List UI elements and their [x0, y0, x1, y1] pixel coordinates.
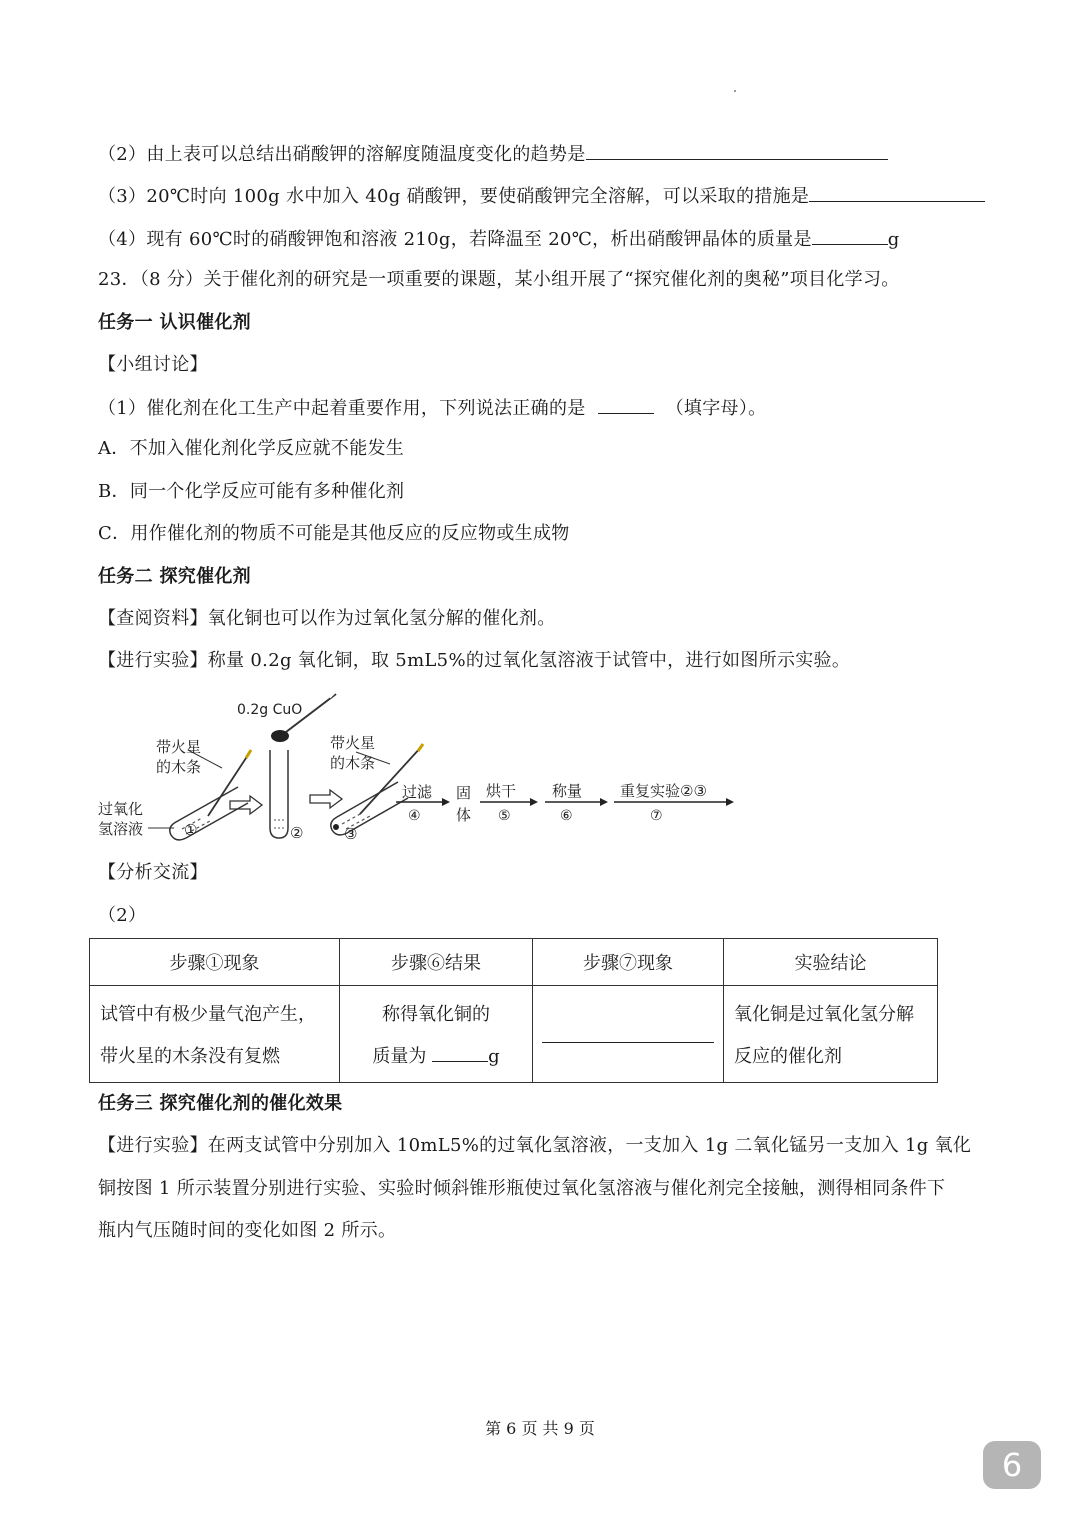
table-row [90, 986, 938, 1083]
tube-2-number: ② [290, 824, 304, 842]
cell-step6-result [340, 986, 533, 1083]
cuo-label: 0.2g CuO [237, 702, 303, 718]
option-c: C．用作催化剂的物质不可能是其他反应的反应物或生成物 [98, 523, 570, 544]
solution-label-l1: 过氧化 [98, 800, 144, 818]
tube-1-number: ① [184, 821, 198, 839]
solid-label-l1: 固 [456, 784, 472, 802]
repeat-number: ⑦ [650, 808, 663, 824]
group-discussion-label: 【小组讨论】 [98, 354, 208, 375]
splint-2-label-l2: 的木条 [330, 754, 376, 772]
header-conclusion: 实验结论 [724, 939, 938, 986]
tube-3-number: ③ [344, 825, 358, 843]
task1-heading: 任务一 认识催化剂 [98, 312, 251, 333]
q23-part1-blank[interactable] [598, 395, 654, 414]
cell-step1-line2: 带火星的木条没有复燃 [100, 1046, 280, 1067]
q23-part1-text: （1）催化剂在化工生产中起着重要作用，下列说法正确的是 [98, 398, 586, 419]
experiment3-line2: 铜按图 1 所示装置分别进行实验、实验时倾斜锥形瓶使过氧化氢溶液与催化剂完全接触，测得相同条件下 [98, 1178, 946, 1199]
experiment3-line1: 【进行实验】在两支试管中分别加入 10mL5%的过氧化氢溶液，一支加入 1g 二氧化锰另一支加入 1g 氧化 [98, 1135, 972, 1156]
splint-2-glow [418, 744, 423, 751]
dry-arrowhead [530, 798, 538, 806]
repeat-arrowhead [726, 798, 734, 806]
cell-step6-blank[interactable] [432, 1043, 488, 1062]
cell-step1-line1: 试管中有极少量气泡产生， [100, 1004, 316, 1025]
cell-conclusion-line2: 反应的催化剂 [734, 1046, 842, 1067]
scan-dot [734, 90, 736, 92]
q22-part3-blank[interactable] [809, 183, 985, 202]
table-header-row [90, 939, 938, 986]
weigh-label: 称量 [552, 782, 583, 800]
repeat-label: 重复实验②③ [620, 782, 707, 800]
hollow-arrow-2 [310, 790, 342, 808]
q23-part1-suffix: （填字母）。 [665, 398, 767, 419]
filter-arrowhead [442, 798, 450, 806]
cell-step6-unit: g [488, 1046, 500, 1067]
filter-number: ④ [408, 808, 421, 824]
q22-part3-text: （3）20℃时向 100g 水中加入 40g 硝酸钾，要使硝酸钾完全溶解，可以采取的措施是 [98, 186, 810, 207]
task3-heading: 任务三 探究催化剂的催化效果 [98, 1093, 343, 1114]
task2-heading: 任务二 探究催化剂 [98, 566, 251, 587]
dry-label: 烘干 [486, 782, 517, 800]
header-step1: 步骤①现象 [90, 939, 340, 986]
splint-1-label-l2: 的木条 [156, 758, 202, 776]
q22-part4-unit: g [887, 229, 900, 250]
test-tube-2 [270, 750, 288, 838]
cell-step7-blank[interactable] [542, 1042, 714, 1043]
cell-step6-line2 [340, 1036, 532, 1078]
experiment-text: 【进行实验】称量 0.2g 氧化铜，取 5mL5%的过氧化氢溶液于试管中，进行如图所示实验。 [98, 650, 851, 671]
reference-info: 【查阅资料】氧化铜也可以作为过氧化氢分解的催化剂。 [98, 608, 556, 629]
experiment-diagram [90, 688, 750, 848]
q22-part2-blank[interactable] [586, 141, 888, 160]
analysis-label: 【分析交流】 [98, 862, 208, 883]
results-table [89, 938, 938, 1083]
weigh-arrowhead [600, 798, 608, 806]
cell-step6-prefix: 质量为 [372, 1046, 427, 1067]
splint-1-label-l1: 带火星 [156, 738, 202, 756]
cell-step6-line1: 称得氧化铜的 [382, 1004, 490, 1025]
page-footer: 第 6 页 共 9 页 [485, 1419, 595, 1438]
q23-intro: 23．（8 分）关于催化剂的研究是一项重要的课题，某小组开展了“探究催化剂的奥秘”项目化学习。 [98, 269, 900, 290]
q23-part2-label: （2） [98, 905, 147, 926]
header-step7: 步骤⑦现象 [533, 939, 724, 986]
cell-step1-phenomenon [90, 986, 340, 1083]
filter-label: 过滤 [402, 783, 433, 801]
weigh-number: ⑥ [560, 808, 573, 824]
option-a: A．不加入催化剂化学反应就不能发生 [98, 438, 405, 459]
q22-part4 [98, 226, 900, 252]
splint-1-glow [246, 750, 251, 758]
solution-label-l2: 氢溶液 [98, 820, 144, 838]
solid-label-l2: 体 [456, 806, 472, 824]
wood-splint-1 [208, 752, 250, 816]
q22-part2-text: （2）由上表可以总结出硝酸钾的溶解度随温度变化的趋势是 [98, 144, 586, 165]
experiment3-line3: 瓶内气压随时间的变化如图 2 所示。 [98, 1220, 397, 1241]
test-tube-3 [331, 782, 408, 835]
dry-number: ⑤ [498, 808, 511, 824]
option-b: B．同一个化学反应可能有多种催化剂 [98, 481, 405, 502]
cell-conclusion [724, 986, 938, 1083]
cell-step7-phenomenon [533, 986, 724, 1083]
q22-part4-text: （4）现有 60℃时的硝酸钾饱和溶液 210g，若降温至 20℃，析出硝酸钾晶体的质量是 [98, 229, 812, 250]
splint-2-label-l1: 带火星 [330, 734, 376, 752]
page-number-badge: 6 [983, 1441, 1041, 1489]
q22-part2 [98, 141, 888, 167]
q22-part4-blank[interactable] [812, 226, 888, 245]
q22-part3 [98, 183, 985, 209]
cell-conclusion-line1: 氧化铜是过氧化氢分解 [734, 1004, 914, 1025]
header-step6: 步骤⑥结果 [340, 939, 533, 986]
q23-part1 [98, 395, 766, 421]
